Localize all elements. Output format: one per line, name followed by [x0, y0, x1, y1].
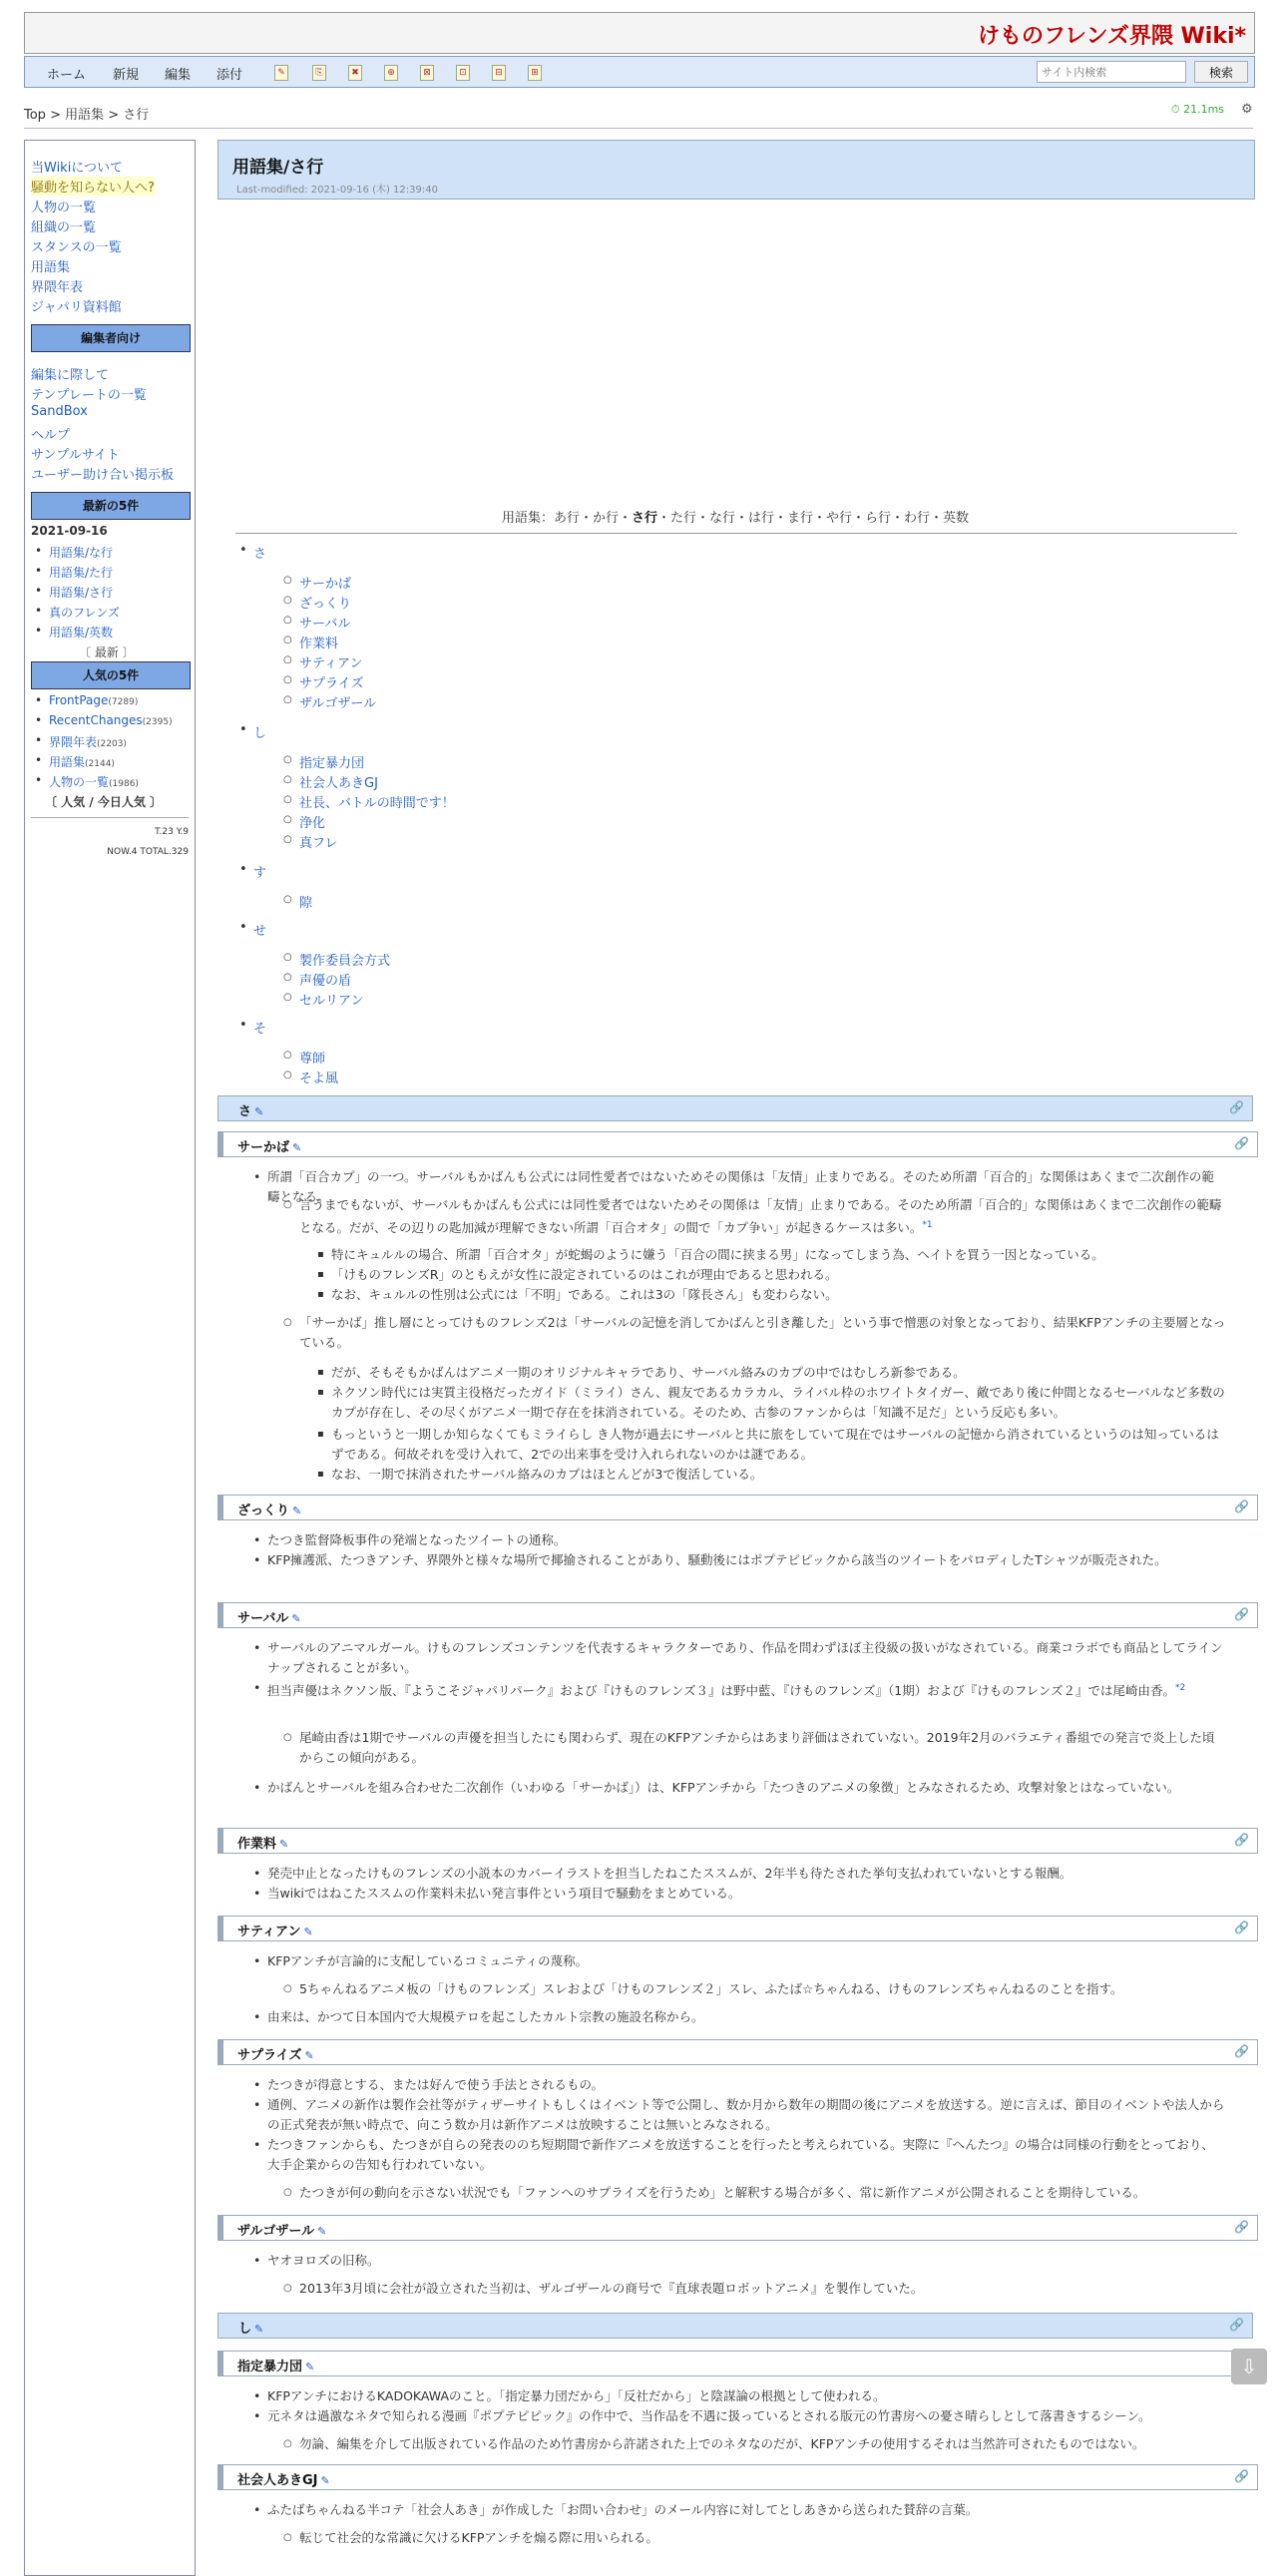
toc-se[interactable]: • せ	[253, 920, 266, 939]
section-heading-surprise	[217, 2039, 1258, 2065]
glossary-nav[interactable]	[217, 507, 1253, 526]
section-heading-text: し	[238, 2322, 252, 2337]
delete-icon[interactable]: ✖	[348, 65, 362, 81]
sidebar-heading-editors: 編集者向け	[31, 324, 191, 352]
anchor-link-icon[interactable]: 🔗	[1234, 2044, 1249, 2058]
toc-so[interactable]: • そ	[253, 1018, 266, 1037]
anchor-link-icon[interactable]: 🔗	[1234, 1921, 1249, 1934]
toc-item[interactable]: ○ 声優の盾	[299, 970, 351, 989]
popular-item[interactable]	[49, 713, 173, 727]
section-heading-sa	[217, 1095, 1253, 1121]
section-heading-shi	[217, 2313, 1253, 2339]
list-item: • 所謂「百合カプ」の一つ。サーバルもかばんも公式には同性愛者ではないためその関係は「友情」止まりである。そのため所謂「百合的」な関係はあくまで二次創作の範疇となる。	[267, 1167, 1225, 1207]
toc-item[interactable]: ○ サプライズ	[299, 672, 363, 691]
edit-icon[interactable]: ✎	[274, 65, 288, 81]
copy-icon[interactable]: ⎘	[312, 65, 326, 81]
lock-icon[interactable]: ⊠	[420, 65, 434, 81]
toc-item[interactable]: ○ 作業料	[299, 633, 338, 651]
main-navbar	[24, 56, 1255, 88]
toc-item[interactable]: ○ セルリアン	[299, 990, 363, 1009]
list-item: • 由来は、かつて日本国内で大規模テロを起こしたカルト宗教の施設名称から。	[267, 2007, 1225, 2027]
list-item-text: 担当声優はネクソン版、『ようこそジャパリパーク』および『けものフレンズ３』は野中藍、『けものフレンズ』（1期）および『けものフレンズ２』では尾崎由香。	[267, 1683, 1176, 1699]
sidebar-link-timeline[interactable]: 界隈年表	[31, 280, 84, 295]
last-modified: Last-modified: 2021-09-16 (木) 12:39:40	[236, 185, 438, 196]
list-item: ○ 勿論、編集を介して出版されている作品のため竹書房から許諾された上でのネタなのだが、KFPアンチの使用するそれは当然許可されたものではない。	[299, 2434, 1227, 2454]
section-heading-label	[237, 1921, 313, 1939]
section-heading-text: サーかば	[237, 1140, 290, 1155]
section-heading-label	[237, 1500, 301, 1518]
list-item: ○ たつきが何の動向を示さない状況でも「ファンへのサプライズを行うため」と解釈する場合が多く、常に新作アニメが公開されることを期待している。	[299, 2183, 1227, 2203]
list-item-text: 言うまでもないが、サーバルもかばんも公式には同性愛者ではないためその関係は「友情」止まりである。そのため所謂「百合的」な関係はあくまで二次創作の範疇となる。だが、その辺りの匙加減が理解できない所謂「百合オタ」の間で「カプ争い」が起きるケースは多い。	[299, 1197, 1222, 1236]
sidebar-link-sample[interactable]: サンプルサイト	[31, 448, 120, 463]
section-heading-text: サーバル	[237, 1611, 289, 1626]
section-heading-label	[238, 1100, 263, 1119]
pencil-icon[interactable]: ✎	[303, 1926, 313, 1938]
toc-sa[interactable]: • さ	[253, 543, 266, 562]
nav-attach[interactable]: 添付	[216, 68, 243, 83]
list-icon[interactable]: ⊡	[456, 65, 470, 81]
latest-date: 2021-09-16	[31, 524, 108, 538]
section-heading-satian	[217, 1916, 1258, 1941]
section-heading-shitei	[217, 2351, 1258, 2376]
toc-item[interactable]: ○ 浄化	[299, 812, 325, 831]
toc-item[interactable]: ○ 隙	[299, 892, 312, 911]
section-heading-label	[237, 2469, 330, 2488]
anchor-link-icon[interactable]: 🔗	[1234, 1607, 1249, 1621]
popular-item-count: (7289)	[108, 697, 139, 707]
section-heading-label	[237, 1833, 288, 1852]
section-heading-text: 作業料	[237, 1837, 277, 1852]
pencil-icon[interactable]: ✎	[304, 2049, 314, 2062]
divider	[31, 817, 189, 818]
popular-item-name: 人物の一覧	[49, 775, 110, 789]
pencil-icon[interactable]: ✎	[320, 2474, 330, 2487]
popular-item[interactable]	[49, 693, 138, 707]
popular-item-count: (2144)	[85, 759, 115, 769]
pencil-icon[interactable]: ✎	[291, 1612, 301, 1625]
section-heading-text: 指定暴力団	[237, 2360, 303, 2374]
popular-item-name: 用語集	[49, 755, 86, 769]
latest-more-link[interactable]: 〔 最新 〕	[79, 645, 135, 659]
sidebar-link-orgs[interactable]: 組織の一覧	[31, 220, 97, 235]
anchor-link-icon[interactable]: 🔗	[1234, 1833, 1249, 1847]
sidebar-link-board[interactable]: ユーザー助け合い掲示板	[31, 468, 175, 483]
sidebar-link-glossary[interactable]: 用語集	[31, 260, 71, 275]
popular-more-link[interactable]: 〔 人気 / 今日人気 〕	[45, 795, 163, 809]
counter-total: NOW.4 TOTAL.329	[107, 847, 189, 857]
nav-edit[interactable]: 編集	[165, 68, 192, 83]
section-heading-label	[237, 2356, 314, 2374]
anchor-link-icon[interactable]: 🔗	[1234, 1500, 1249, 1513]
anchor-link-icon[interactable]: 🔗	[1234, 2220, 1249, 2234]
toc-item[interactable]: ○ 尊師	[299, 1048, 325, 1067]
list-item: ○ 2013年3月頃に会社が設立された当初は、ザルゴザールの商号で『直球表題ロボットアニメ』を製作していた。	[299, 2279, 1227, 2299]
toc-item[interactable]: ○ 真フレ	[299, 832, 337, 851]
glossary-nav-before[interactable]: 用語集：あ行・か行・	[501, 511, 632, 526]
list-item: ▪ ネクソン時代には実質主役格だったガイド（ミライ）さん、親友であるカラカル、ライバル枠のホワイトタイガー、敵であり後に仲間となるセーバルなど多数のカプが存在し、その尽くがアニメ一期で存在を抹消されている。そのため、古参のファンからは「知識不足だ」という反応も多い。	[331, 1383, 1229, 1423]
search-input[interactable]	[1037, 61, 1186, 83]
page-title: 用語集/さ行	[232, 158, 324, 178]
list-item: ▪ なお、一期で抹消されたサーバル絡みのカプはほとんどが3で復活している。	[331, 1465, 1229, 1485]
toc-item[interactable]: ○ サティアン	[299, 652, 362, 671]
sidebar-heading-latest: 最新の5件	[31, 492, 191, 520]
section-heading-shakaijin	[217, 2464, 1258, 2490]
toc-item[interactable]: ○ サーかば	[299, 573, 351, 592]
section-heading-zarugo	[217, 2215, 1258, 2241]
list-item: • 当wikiではねこたススムの作業料未払い発言事件という項目で騒動をまとめている。	[267, 1884, 1225, 1904]
toc-item[interactable]: ○ ざっくり	[299, 593, 351, 612]
toc-item[interactable]: ○ 社長、バトルの時間です！	[299, 792, 455, 811]
list-item: • サーバルのアニマルガール。けものフレンズコンテンツを代表するキャラクターであり、作品を問わずほぼ主役級の扱いがなされている。商業コラボでも商品としてラインナップされることが多い。	[267, 1638, 1225, 1678]
list-item: • KFPアンチが言論的に支配しているコミュニティの蔑称。	[267, 1951, 1225, 1971]
popular-item-count: (2203)	[97, 739, 127, 749]
section-heading-text: ザルゴザール	[237, 2224, 315, 2239]
list-item: • ふたばちゃんねる半コテ「社会人あき」が作成した「お問い合わせ」のメール内容に対してとしあきから送られた賛辞の言葉。	[267, 2500, 1225, 2520]
divider	[24, 128, 1253, 129]
anchor-link-icon[interactable]: 🔗	[1234, 2469, 1249, 2483]
list-item: • KFP擁護派、たつきアンチ、界隈外と様々な場所で揶揄されることがあり、騒動後にはポプテピピックから該当のツイートをパロディしたTシャツが販売された。	[267, 1550, 1225, 1570]
render-timing: ⏱ 21.1ms	[1171, 103, 1225, 116]
list-item: • たつきが得意とする、または好んで使う手法とされるもの。	[267, 2075, 1225, 2095]
popular-item[interactable]	[49, 733, 127, 750]
divider	[235, 533, 1237, 534]
section-heading-zakkuri	[217, 1495, 1258, 1520]
site-header	[24, 12, 1255, 54]
list-item: • ヤオヨロズの旧称。	[267, 2251, 1225, 2271]
sidebar-link-about[interactable]: 当Wikiについて	[31, 161, 124, 176]
list-item: ○ 「サーかば」推し層にとってけものフレンズ2は「サーバルの記憶を消してかばんと引き離した」という事で憎悪の対象となっており、結果KFPアンチの主要層となっている。	[299, 1313, 1227, 1353]
popular-item[interactable]	[49, 753, 115, 770]
latest-item[interactable]: • 用語集/さ行	[49, 584, 113, 601]
section-heading-text: サティアン	[237, 1925, 301, 1939]
page-header	[217, 140, 1255, 200]
list-item: ▪ 「けものフレンズR」のともえが女性に設定されているのはこれが理由であると思われる。	[331, 1265, 1229, 1285]
section-heading-saakaba	[217, 1131, 1258, 1157]
toc-item[interactable]: ○ 製作委員会方式	[299, 950, 390, 969]
popular-item-name: FrontPage	[49, 693, 109, 707]
list-item: • 発売中止となったけものフレンズの小説本のカバーイラストを担当したねこたススムが、2年半も待たされた挙句支払われていないとする報酬。	[267, 1864, 1225, 1884]
pencil-icon[interactable]: ✎	[305, 2361, 315, 2373]
gear-icon[interactable]: ⚙	[1241, 102, 1253, 117]
section-heading-label	[237, 2044, 314, 2063]
latest-item[interactable]: • 用語集/英数	[49, 624, 113, 641]
section-heading-sagyouryou	[217, 1828, 1258, 1854]
scroll-down-icon[interactable]: ⇩	[1231, 2349, 1267, 2384]
popular-item[interactable]	[49, 773, 139, 790]
sidebar-link-sandbox[interactable]: SandBox	[31, 404, 88, 419]
list-item: ▪ だが、そもそもかばんはアニメ一期のオリジナルキャラであり、サーバル絡みのカプの中ではむしろ新参である。	[331, 1363, 1229, 1383]
list-item: • たつき監督降板事件の発端となったツイートの通称。	[267, 1530, 1225, 1550]
sidebar-link-newcomers[interactable]: 騒動を知らない人へ?	[31, 177, 155, 196]
list-item: ▪ 特にキュルルの場合、所謂「百合オタ」が蛇蝎のように嫌う「百合の間に挟まる男」になってしまう為、ヘイトを買う一因となっている。	[331, 1245, 1229, 1265]
section-heading-text: ざっくり	[237, 1503, 290, 1518]
sidebar-heading-popular: 人気の5件	[31, 661, 191, 689]
latest-item[interactable]: • 用語集/た行	[49, 564, 113, 581]
pencil-icon[interactable]: ✎	[279, 1838, 289, 1851]
nav-new[interactable]: 新規	[113, 68, 140, 83]
popular-item-count: (1986)	[109, 779, 139, 789]
sidebar-link-archive[interactable]: ジャパリ資料館	[31, 300, 122, 315]
pencil-icon[interactable]: ✎	[317, 2225, 327, 2238]
section-heading-label	[238, 2318, 263, 2337]
anchor-link-icon[interactable]: 🔗	[1229, 2318, 1244, 2332]
toc-su[interactable]: • す	[253, 862, 266, 881]
popular-item-name: 界隈年表	[49, 735, 98, 749]
toc-item[interactable]: ○ 社会人あきGJ	[299, 772, 378, 791]
sidebar	[24, 140, 196, 2576]
list-item: ○ 尾崎由香は1期でサーバルの声優を担当したにも関わらず、現在のKFPアンチからはあまり評価はされていない。2019年2月のバラエティ番組での発言で炎上した頃からこの傾向がある。	[299, 1728, 1227, 1768]
sidebar-link-templates[interactable]: テンプレートの一覧	[31, 388, 147, 403]
breadcrumb[interactable]: Top > 用語集 > さ行	[24, 108, 150, 123]
section-heading-label	[237, 1136, 301, 1155]
list-item	[299, 1195, 1227, 1238]
sidebar-link-stances[interactable]: スタンスの一覧	[31, 240, 122, 255]
section-heading-label	[237, 2220, 326, 2239]
sidebar-link-help[interactable]: ヘルプ	[31, 428, 71, 443]
glossary-nav-after[interactable]: ・た行・な行・は行・ま行・や行・ら行・わ行・英数	[657, 511, 970, 526]
toc-item[interactable]: ○ そよ風	[299, 1068, 338, 1086]
popular-item-name: RecentChanges	[49, 713, 143, 727]
list-item: • 元ネタは過激なネタで知られる漫画『ポプテピピック』の作中で、当作品を不遇に扱っているとされる版元の竹書房への憂さ晴らしとして落書きするシーン。	[267, 2406, 1225, 2426]
pencil-icon[interactable]: ✎	[292, 1141, 302, 1154]
toc-item[interactable]: ○ 指定暴力団	[299, 752, 364, 771]
section-heading-serval	[217, 1602, 1258, 1628]
section-heading-label	[237, 1607, 301, 1626]
popular-item-count: (2395)	[142, 717, 173, 727]
toc-shi[interactable]: • し	[253, 722, 266, 741]
list-item: • 通例、アニメの新作は製作会社等がティザーサイトもしくはイベント等で公開し、数か月から数年の期間の後にアニメを放送する。逆に言えば、節目のイベントや法人からの正式発表が無い時点で、向こう数か月は新作アニメは放映することは無いとみなされる。	[267, 2095, 1225, 2135]
section-heading-text: 社会人あきGJ	[237, 2473, 318, 2488]
section-heading-text: さ	[238, 1104, 252, 1119]
backup-icon[interactable]: ⊞	[528, 65, 542, 81]
list-item: • たつきファンからも、たつきが自らの発表ののち短期間で新作アニメを放送することを行ったと考えられている。実際に『へんたつ』の場合は同様の行動をとっており、大手企業からの告知も行われていない。	[267, 2135, 1225, 2175]
anchor-link-icon[interactable]: 🔗	[1234, 1136, 1249, 1150]
toc-item[interactable]: ○ ザルゴザール	[299, 692, 376, 711]
pencil-icon[interactable]: ✎	[292, 1504, 302, 1517]
nav-home[interactable]: ホーム	[47, 68, 87, 83]
sidebar-link-editing[interactable]: 編集に際して	[31, 368, 110, 383]
search-button[interactable]: 検索	[1194, 61, 1248, 83]
toc-item[interactable]: ○ サーバル	[299, 613, 350, 632]
list-item: ▪ もっというと一期しか知らなくてもミライらし き人物が過去にサーバルと共に旅をしていて現在ではサーバルの記憶から消されているというのは知っているはずである。何故それを受け入れて、2での出来事を受け入れられないのかは謎である。	[331, 1425, 1229, 1465]
glossary-nav-current: さ行	[631, 511, 657, 526]
counter-today: T.23 Y.9	[155, 827, 189, 837]
diff-icon[interactable]: ⊕	[384, 65, 398, 81]
list-item: ○ 転じて社会的な常識に欠けるKFPアンチを煽る際に用いられる。	[299, 2528, 1227, 2548]
pencil-icon[interactable]: ✎	[254, 1105, 264, 1118]
list-item	[267, 1678, 1225, 1701]
latest-item[interactable]: • 用語集/な行	[49, 544, 113, 561]
anchor-link-icon[interactable]: 🔗	[1229, 1100, 1244, 1114]
render-timing-value: 21.1ms	[1183, 103, 1225, 116]
list-item: • かばんとサーバルを組み合わせた二次創作（いわゆる「サーかば」）は、KFPアンチから「たつきのアニメの象徴」とみなされるため、攻撃対象とはなっていない。	[267, 1778, 1225, 1798]
history-icon[interactable]: ⊟	[492, 65, 506, 81]
list-item: • KFPアンチにおけるKADOKAWAのこと。「指定暴力団だから」「反社だから」と陰謀論の根拠として使われる。	[267, 2386, 1225, 2406]
list-item: ○ 5ちゃんねるアニメ板の「けものフレンズ」スレおよび「けものフレンズ２」スレ、ふたば☆ちゃんねる、けものフレンズちゃんねるのことを指す。	[299, 1979, 1227, 1999]
latest-item[interactable]: • 真のフレンズ	[49, 604, 120, 621]
list-item: ▪ なお、キュルルの性別は公式には「不明」である。これは3の「隊長さん」も変わらない。	[331, 1285, 1229, 1305]
section-heading-text: サプライズ	[237, 2048, 302, 2063]
footnote-link[interactable]: *1	[922, 1220, 933, 1230]
pencil-icon[interactable]: ✎	[254, 2323, 264, 2336]
site-title[interactable]: けものフレンズ界隈 Wiki*	[977, 24, 1246, 49]
footnote-link[interactable]: *2	[1175, 1683, 1186, 1693]
sidebar-link-people[interactable]: 人物の一覧	[31, 201, 97, 215]
